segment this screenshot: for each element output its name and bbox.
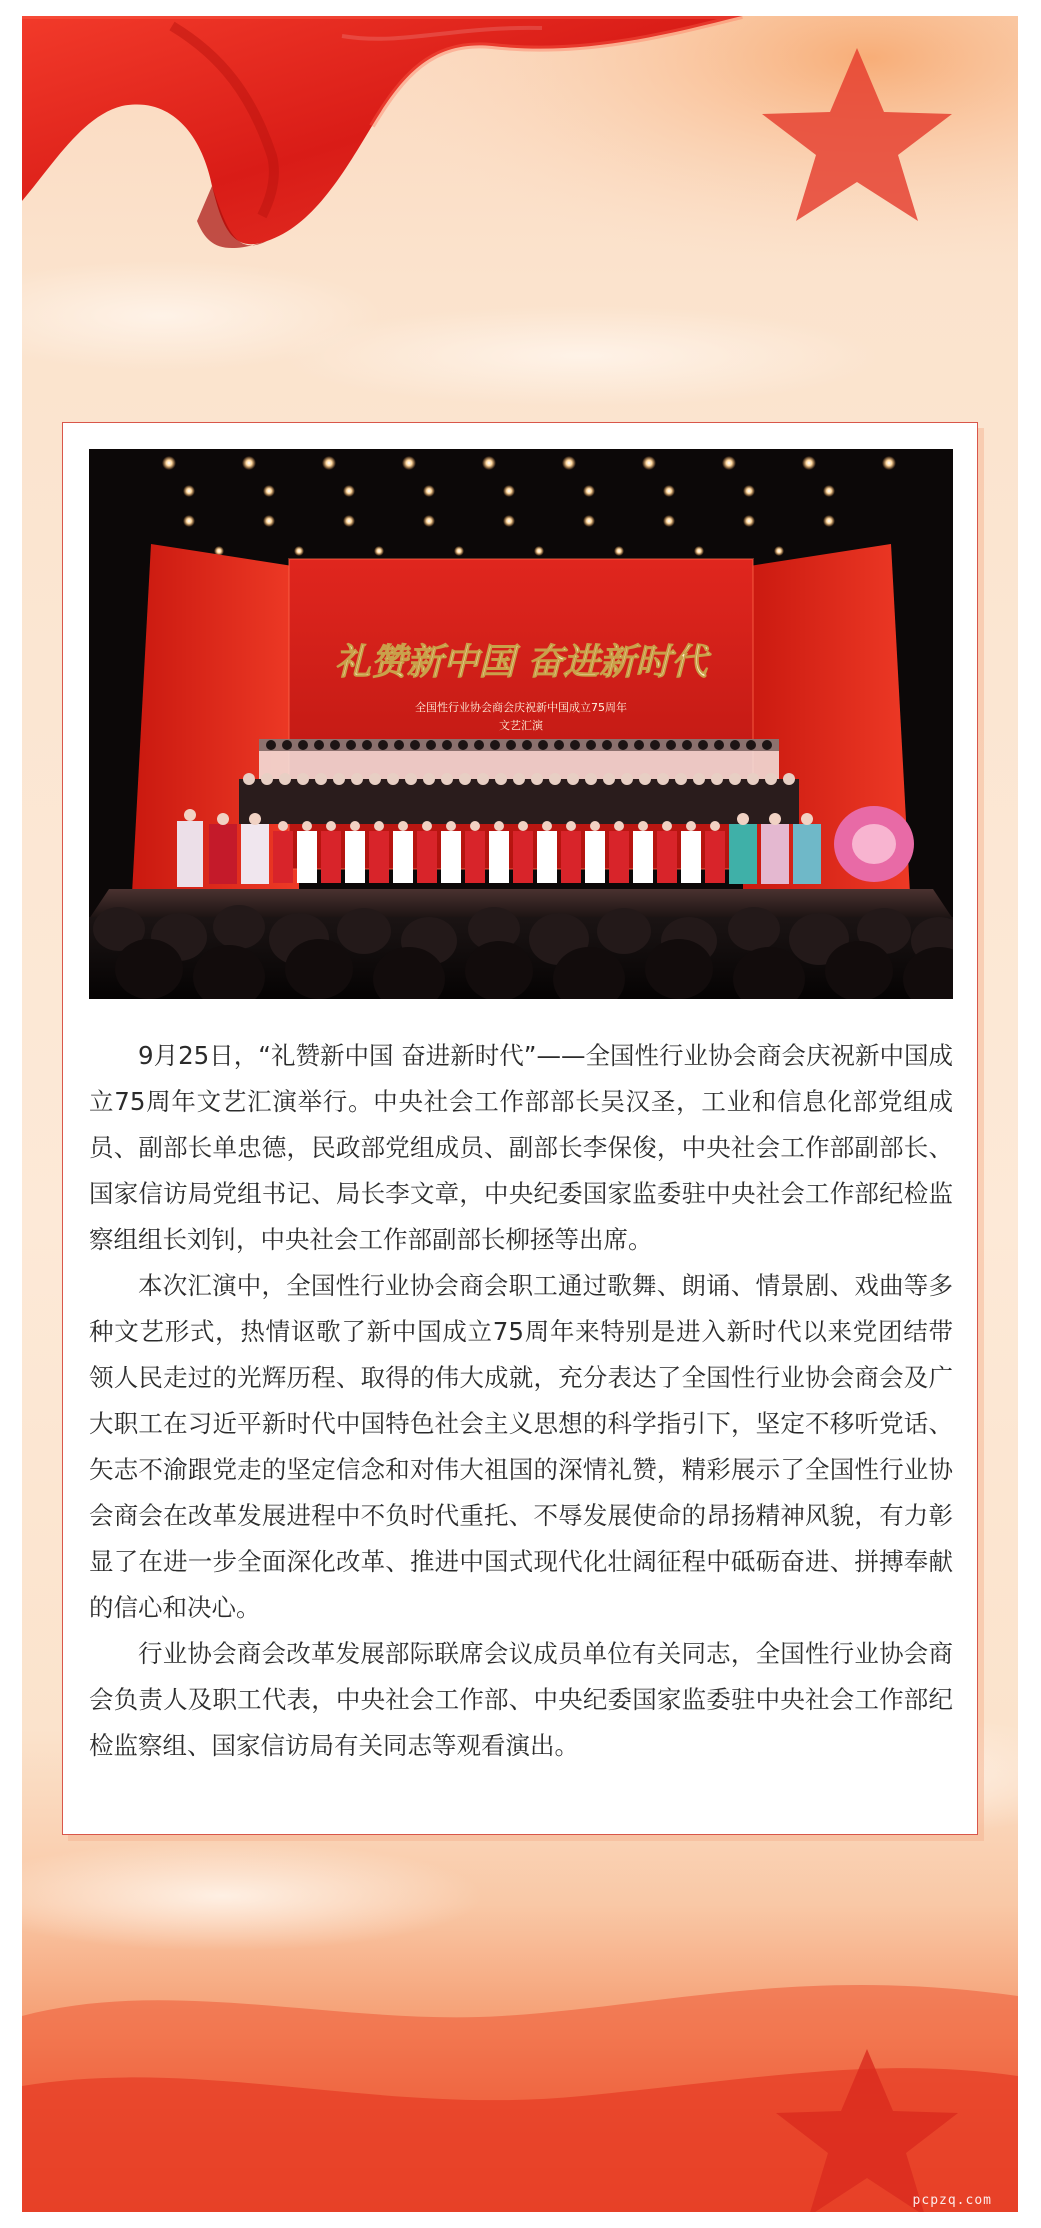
article-paragraph: 本次汇演中，全国性行业协会商会职工通过歌舞、朗诵、情景剧、戏曲等多种文艺形式，热情讴歌了新中国成立75周年来特别是进入新时代以来党团结带领人民走过的光辉历程、取得的伟大成就，充分表达了全国性行业协会商会及广大职工在习近平新时代中国特色社会主义思想的科学指引下，坚定不移听党话、矢志不渝跟党走的坚定信念和对伟大祖国的深情礼赞，精彩展示了全国性行业协会商会在改革发展进程中不负时代重托、不辱发展使命的昂扬精神风貌，有力彰显了在进一步全面深化改革、推进中国式现代化壮阔征程中砥砺奋进、拼搏奉献的信心和决心。: [89, 1271, 953, 1622]
content-card: [62, 422, 978, 1835]
event-photo: [89, 449, 953, 999]
banner-event: 文艺汇演: [499, 719, 543, 732]
article-paragraph: 行业协会商会改革发展部际联席会议成员单位有关同志，全国性行业协会商会负责人及职工代表，中央社会工作部、中央纪委国家监委驻中央社会工作部纪检监察组、国家信访局有关同志等观看演出。: [89, 1639, 953, 1760]
poster: [22, 16, 1018, 2212]
article-body: [89, 1033, 953, 1769]
banner-subtitle: 全国性行业协会商会庆祝新中国成立75周年: [415, 701, 627, 714]
cloud-decoration: [22, 1841, 482, 1951]
stage-photo-illustration: [89, 449, 953, 999]
article-paragraph: 9月25日，“礼赞新中国 奋进新时代”——全国性行业协会商会庆祝新中国成立75周年文艺汇演举行。中央社会工作部部长吴汉圣，工业和信息化部党组成员、副部长单忠德，民政部党组成员、副部长李保俊，中央社会工作部副部长、国家信访局党组书记、局长李文章，中央纪委国家监委驻中央社会工作部纪检监察组组长刘钊，中央社会工作部副部长柳拯等出席。: [89, 1041, 953, 1254]
banner-title: 礼赞新中国 奋进新时代: [334, 641, 708, 683]
cloud-decoration: [282, 306, 882, 406]
audience-silhouettes: [89, 905, 953, 999]
watermark: pcpzq.com: [912, 2193, 992, 2208]
